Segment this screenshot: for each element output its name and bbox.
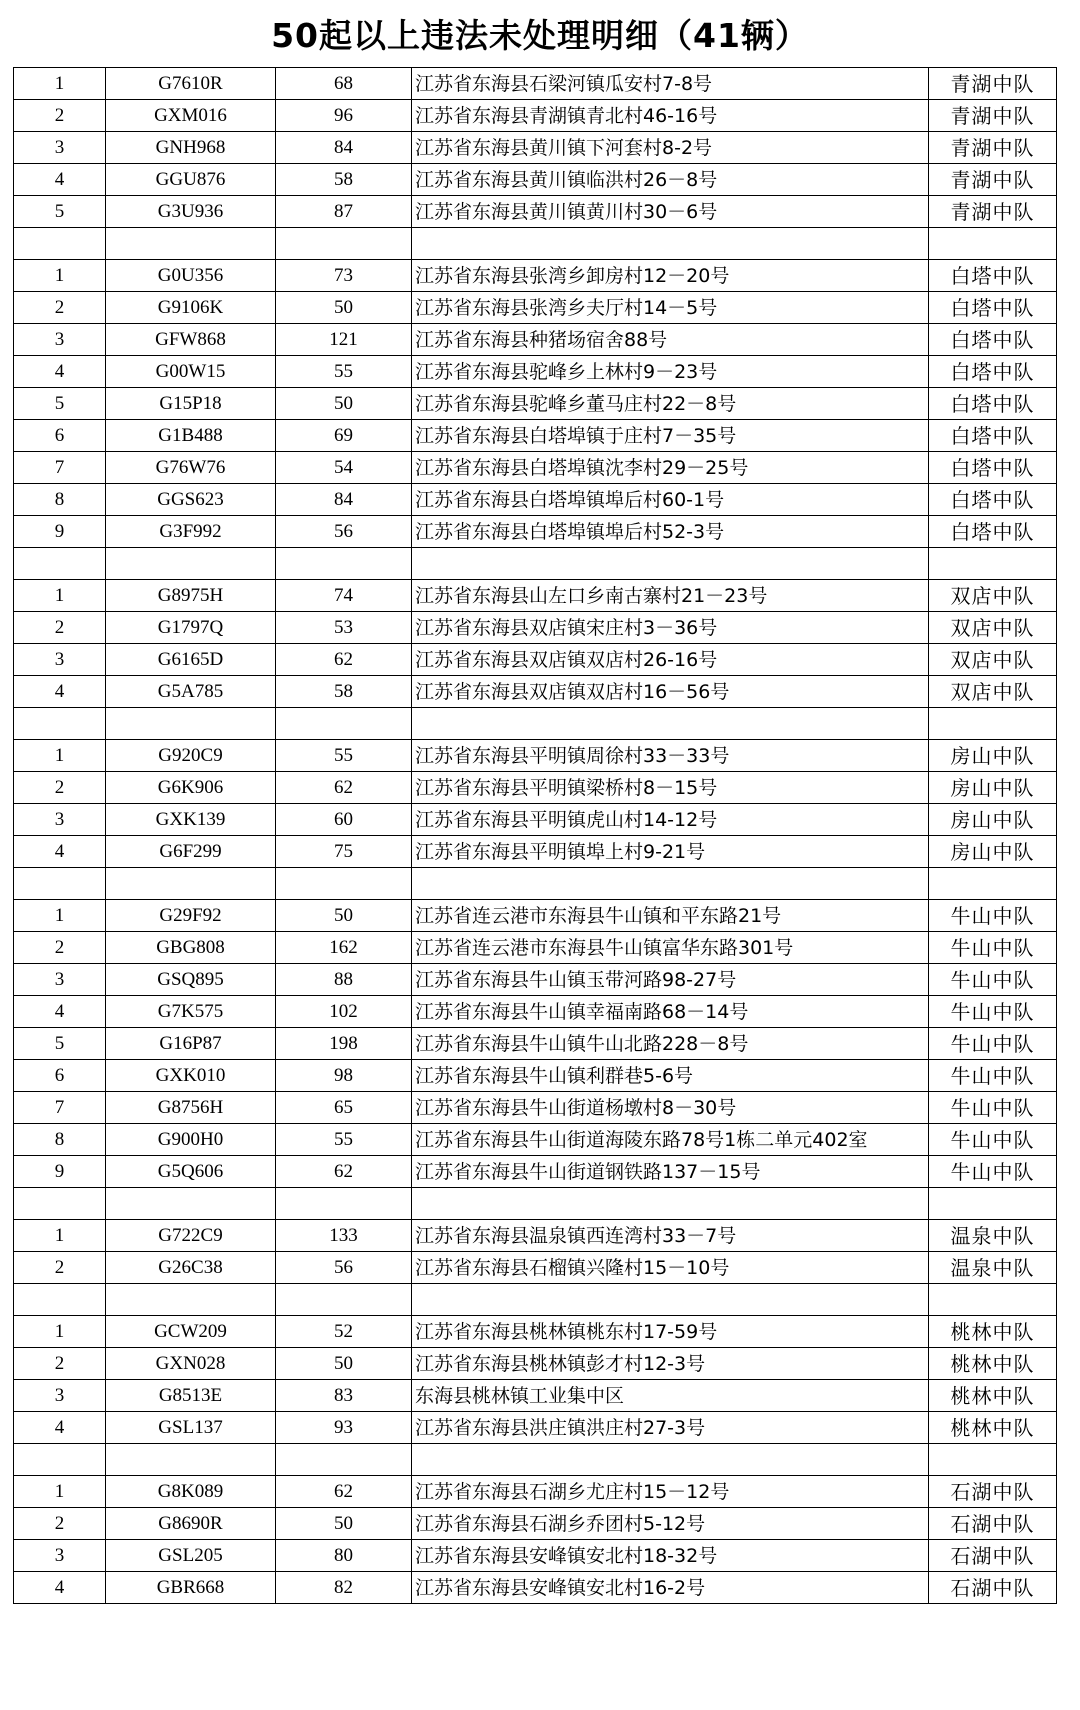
squad-name-cell: 桃林中队 [929, 1380, 1057, 1412]
table-row [14, 804, 1057, 836]
empty-cell [14, 868, 106, 900]
plate-number-cell: G00W15 [106, 356, 276, 388]
squad-name-cell: 青湖中队 [929, 132, 1057, 164]
owner-address-cell: 江苏省东海县张湾乡卸房村12－20号 [412, 260, 929, 292]
plate-number-cell: G5A785 [106, 676, 276, 708]
violation-count-cell: 82 [276, 1572, 412, 1604]
row-number-cell: 5 [14, 388, 106, 420]
squad-name-cell: 牛山中队 [929, 996, 1057, 1028]
owner-address-cell: 江苏省东海县平明镇虎山村14-12号 [412, 804, 929, 836]
violation-count-cell: 65 [276, 1092, 412, 1124]
row-number-cell: 1 [14, 1220, 106, 1252]
owner-address-cell: 江苏省东海县石湖乡尤庄村15－12号 [412, 1476, 929, 1508]
empty-cell [14, 1284, 106, 1316]
squad-name-cell: 青湖中队 [929, 164, 1057, 196]
violation-count-cell: 83 [276, 1380, 412, 1412]
plate-number-cell: G15P18 [106, 388, 276, 420]
table-row [14, 932, 1057, 964]
row-number-cell: 7 [14, 452, 106, 484]
violation-count-cell: 58 [276, 164, 412, 196]
row-number-cell: 3 [14, 132, 106, 164]
row-number-cell: 2 [14, 292, 106, 324]
plate-number-cell: GXM016 [106, 100, 276, 132]
group-separator-row [14, 868, 1057, 900]
group-separator-row [14, 1188, 1057, 1220]
squad-name-cell: 牛山中队 [929, 1060, 1057, 1092]
table-row [14, 1540, 1057, 1572]
row-number-cell: 1 [14, 68, 106, 100]
plate-number-cell: G76W76 [106, 452, 276, 484]
squad-name-cell: 牛山中队 [929, 900, 1057, 932]
violation-count-cell: 84 [276, 132, 412, 164]
squad-name-cell: 石湖中队 [929, 1508, 1057, 1540]
squad-name-cell: 房山中队 [929, 836, 1057, 868]
plate-number-cell: G7610R [106, 68, 276, 100]
squad-name-cell: 温泉中队 [929, 1220, 1057, 1252]
violation-count-cell: 60 [276, 804, 412, 836]
table-row [14, 484, 1057, 516]
row-number-cell: 1 [14, 900, 106, 932]
plate-number-cell: G5Q606 [106, 1156, 276, 1188]
owner-address-cell: 江苏省东海县张湾乡夫厅村14－5号 [412, 292, 929, 324]
group-separator-row [14, 548, 1057, 580]
empty-cell [276, 1444, 412, 1476]
row-number-cell: 8 [14, 484, 106, 516]
squad-name-cell: 白塔中队 [929, 516, 1057, 548]
row-number-cell: 5 [14, 1028, 106, 1060]
table-row [14, 356, 1057, 388]
empty-cell [14, 548, 106, 580]
empty-cell [14, 1188, 106, 1220]
empty-cell [106, 548, 276, 580]
table-row [14, 452, 1057, 484]
document-title: 50起以上违法未处理明细（41辆） [271, 16, 809, 55]
table-row [14, 388, 1057, 420]
owner-address-cell: 江苏省东海县牛山镇玉带河路98-27号 [412, 964, 929, 996]
row-number-cell: 1 [14, 1476, 106, 1508]
empty-cell [929, 1444, 1057, 1476]
empty-cell [106, 1284, 276, 1316]
owner-address-cell: 江苏省东海县青湖镇青北村46-16号 [412, 100, 929, 132]
violation-count-cell: 198 [276, 1028, 412, 1060]
group-separator-row [14, 1444, 1057, 1476]
table-row [14, 68, 1057, 100]
plate-number-cell: G722C9 [106, 1220, 276, 1252]
violation-count-cell: 68 [276, 68, 412, 100]
row-number-cell: 4 [14, 356, 106, 388]
plate-number-cell: G6K906 [106, 772, 276, 804]
table-row [14, 164, 1057, 196]
table-row [14, 1476, 1057, 1508]
owner-address-cell: 江苏省东海县牛山街道杨墩村8－30号 [412, 1092, 929, 1124]
owner-address-cell: 江苏省东海县牛山镇牛山北路228－8号 [412, 1028, 929, 1060]
table-row [14, 676, 1057, 708]
row-number-cell: 3 [14, 1380, 106, 1412]
empty-cell [276, 1188, 412, 1220]
squad-name-cell: 双店中队 [929, 580, 1057, 612]
squad-name-cell: 青湖中队 [929, 196, 1057, 228]
table-row [14, 420, 1057, 452]
empty-cell [276, 868, 412, 900]
violation-count-cell: 62 [276, 1156, 412, 1188]
empty-cell [276, 708, 412, 740]
plate-number-cell: G6F299 [106, 836, 276, 868]
plate-number-cell: GXK010 [106, 1060, 276, 1092]
squad-name-cell: 双店中队 [929, 612, 1057, 644]
empty-cell [106, 708, 276, 740]
plate-number-cell: G8975H [106, 580, 276, 612]
row-number-cell: 4 [14, 1412, 106, 1444]
violation-count-cell: 50 [276, 388, 412, 420]
plate-number-cell: G3U936 [106, 196, 276, 228]
empty-cell [276, 1284, 412, 1316]
squad-name-cell: 白塔中队 [929, 484, 1057, 516]
squad-name-cell: 牛山中队 [929, 1092, 1057, 1124]
table-row [14, 1092, 1057, 1124]
row-number-cell: 2 [14, 1348, 106, 1380]
plate-number-cell: G900H0 [106, 1124, 276, 1156]
plate-number-cell: GCW209 [106, 1316, 276, 1348]
plate-number-cell: GXN028 [106, 1348, 276, 1380]
squad-name-cell: 石湖中队 [929, 1476, 1057, 1508]
squad-name-cell: 牛山中队 [929, 1028, 1057, 1060]
violation-count-cell: 54 [276, 452, 412, 484]
squad-name-cell: 双店中队 [929, 644, 1057, 676]
violation-count-cell: 73 [276, 260, 412, 292]
squad-name-cell: 白塔中队 [929, 324, 1057, 356]
table-row [14, 900, 1057, 932]
table-row [14, 196, 1057, 228]
table-row [14, 1124, 1057, 1156]
owner-address-cell: 江苏省东海县双店镇双店村26-16号 [412, 644, 929, 676]
table-row [14, 1348, 1057, 1380]
table-row [14, 1060, 1057, 1092]
violation-count-cell: 93 [276, 1412, 412, 1444]
table-row [14, 1028, 1057, 1060]
plate-number-cell: GSQ895 [106, 964, 276, 996]
violation-count-cell: 50 [276, 1508, 412, 1540]
plate-number-cell: GBG808 [106, 932, 276, 964]
violation-count-cell: 88 [276, 964, 412, 996]
plate-number-cell: G3F992 [106, 516, 276, 548]
plate-number-cell: G29F92 [106, 900, 276, 932]
squad-name-cell: 房山中队 [929, 740, 1057, 772]
squad-name-cell: 牛山中队 [929, 1156, 1057, 1188]
row-number-cell: 6 [14, 420, 106, 452]
table-row [14, 836, 1057, 868]
violation-count-cell: 74 [276, 580, 412, 612]
row-number-cell: 9 [14, 1156, 106, 1188]
row-number-cell: 9 [14, 516, 106, 548]
owner-address-cell: 江苏省东海县牛山街道海陵东路78号1栋二单元402室 [412, 1124, 929, 1156]
empty-cell [412, 548, 929, 580]
owner-address-cell: 江苏省东海县洪庄镇洪庄村27-3号 [412, 1412, 929, 1444]
plate-number-cell: G0U356 [106, 260, 276, 292]
row-number-cell: 1 [14, 740, 106, 772]
row-number-cell: 3 [14, 644, 106, 676]
violation-count-cell: 55 [276, 1124, 412, 1156]
table-row [14, 1412, 1057, 1444]
owner-address-cell: 江苏省东海县山左口乡南古寨村21－23号 [412, 580, 929, 612]
plate-number-cell: GSL205 [106, 1540, 276, 1572]
violation-count-cell: 53 [276, 612, 412, 644]
violation-table-body [14, 68, 1057, 1604]
table-row [14, 964, 1057, 996]
row-number-cell: 2 [14, 1508, 106, 1540]
plate-number-cell: G26C38 [106, 1252, 276, 1284]
plate-number-cell: G8513E [106, 1380, 276, 1412]
squad-name-cell: 石湖中队 [929, 1572, 1057, 1604]
table-row [14, 740, 1057, 772]
empty-cell [412, 1444, 929, 1476]
violation-count-cell: 50 [276, 1348, 412, 1380]
empty-cell [106, 1444, 276, 1476]
empty-cell [412, 228, 929, 260]
owner-address-cell: 江苏省东海县安峰镇安北村16-2号 [412, 1572, 929, 1604]
empty-cell [276, 228, 412, 260]
empty-cell [929, 548, 1057, 580]
plate-number-cell: GGS623 [106, 484, 276, 516]
row-number-cell: 7 [14, 1092, 106, 1124]
violation-table [13, 67, 1057, 1604]
violation-count-cell: 58 [276, 676, 412, 708]
squad-name-cell: 温泉中队 [929, 1252, 1057, 1284]
row-number-cell: 4 [14, 836, 106, 868]
violation-count-cell: 55 [276, 356, 412, 388]
violation-count-cell: 80 [276, 1540, 412, 1572]
plate-number-cell: G920C9 [106, 740, 276, 772]
squad-name-cell: 双店中队 [929, 676, 1057, 708]
row-number-cell: 4 [14, 1572, 106, 1604]
squad-name-cell: 牛山中队 [929, 1124, 1057, 1156]
squad-name-cell: 白塔中队 [929, 388, 1057, 420]
table-row [14, 260, 1057, 292]
table-row [14, 100, 1057, 132]
group-separator-row [14, 708, 1057, 740]
table-row [14, 612, 1057, 644]
row-number-cell: 3 [14, 1540, 106, 1572]
table-row [14, 1572, 1057, 1604]
owner-address-cell: 江苏省东海县驼峰乡董马庄村22－8号 [412, 388, 929, 420]
table-row [14, 644, 1057, 676]
plate-number-cell: G16P87 [106, 1028, 276, 1060]
violation-count-cell: 56 [276, 1252, 412, 1284]
violation-count-cell: 98 [276, 1060, 412, 1092]
violation-count-cell: 84 [276, 484, 412, 516]
squad-name-cell: 青湖中队 [929, 100, 1057, 132]
owner-address-cell: 江苏省东海县温泉镇西连湾村33－7号 [412, 1220, 929, 1252]
plate-number-cell: G8K089 [106, 1476, 276, 1508]
plate-number-cell: GFW868 [106, 324, 276, 356]
row-number-cell: 3 [14, 964, 106, 996]
empty-cell [106, 868, 276, 900]
table-row [14, 772, 1057, 804]
row-number-cell: 4 [14, 676, 106, 708]
row-number-cell: 1 [14, 580, 106, 612]
row-number-cell: 5 [14, 196, 106, 228]
table-row [14, 516, 1057, 548]
row-number-cell: 2 [14, 100, 106, 132]
squad-name-cell: 青湖中队 [929, 68, 1057, 100]
violation-count-cell: 133 [276, 1220, 412, 1252]
plate-number-cell: GBR668 [106, 1572, 276, 1604]
owner-address-cell: 江苏省东海县驼峰乡上林村9－23号 [412, 356, 929, 388]
table-row [14, 1508, 1057, 1540]
plate-number-cell: G9106K [106, 292, 276, 324]
row-number-cell: 8 [14, 1124, 106, 1156]
squad-name-cell: 白塔中队 [929, 356, 1057, 388]
row-number-cell: 6 [14, 1060, 106, 1092]
plate-number-cell: G1B488 [106, 420, 276, 452]
empty-cell [412, 708, 929, 740]
owner-address-cell: 江苏省东海县双店镇宋庄村3－36号 [412, 612, 929, 644]
squad-name-cell: 白塔中队 [929, 292, 1057, 324]
empty-cell [106, 228, 276, 260]
owner-address-cell: 江苏省东海县白塔埠镇于庄村7－35号 [412, 420, 929, 452]
row-number-cell: 3 [14, 324, 106, 356]
owner-address-cell: 江苏省东海县黄川镇下河套村8-2号 [412, 132, 929, 164]
squad-name-cell: 白塔中队 [929, 420, 1057, 452]
plate-number-cell: G8690R [106, 1508, 276, 1540]
empty-cell [106, 1188, 276, 1220]
violation-count-cell: 62 [276, 772, 412, 804]
row-number-cell: 2 [14, 932, 106, 964]
owner-address-cell: 江苏省东海县种猪场宿舍88号 [412, 324, 929, 356]
violation-count-cell: 56 [276, 516, 412, 548]
row-number-cell: 1 [14, 260, 106, 292]
squad-name-cell: 桃林中队 [929, 1412, 1057, 1444]
owner-address-cell: 江苏省东海县石榴镇兴隆村15－10号 [412, 1252, 929, 1284]
owner-address-cell: 江苏省东海县石梁河镇瓜安村7-8号 [412, 68, 929, 100]
table-row [14, 132, 1057, 164]
owner-address-cell: 江苏省东海县桃林镇彭才村12-3号 [412, 1348, 929, 1380]
group-separator-row [14, 1284, 1057, 1316]
table-row [14, 1380, 1057, 1412]
squad-name-cell: 石湖中队 [929, 1540, 1057, 1572]
owner-address-cell: 江苏省连云港市东海县牛山镇富华东路301号 [412, 932, 929, 964]
row-number-cell: 2 [14, 1252, 106, 1284]
owner-address-cell: 江苏省东海县安峰镇安北村18-32号 [412, 1540, 929, 1572]
table-row [14, 580, 1057, 612]
plate-number-cell: GXK139 [106, 804, 276, 836]
row-number-cell: 2 [14, 772, 106, 804]
empty-cell [412, 1188, 929, 1220]
squad-name-cell: 牛山中队 [929, 964, 1057, 996]
violation-count-cell: 87 [276, 196, 412, 228]
violation-count-cell: 50 [276, 292, 412, 324]
violation-count-cell: 75 [276, 836, 412, 868]
empty-cell [276, 548, 412, 580]
table-row [14, 324, 1057, 356]
owner-address-cell: 江苏省东海县石湖乡乔团村5-12号 [412, 1508, 929, 1540]
empty-cell [14, 1444, 106, 1476]
squad-name-cell: 白塔中队 [929, 452, 1057, 484]
table-row [14, 1156, 1057, 1188]
squad-name-cell: 房山中队 [929, 804, 1057, 836]
violation-count-cell: 162 [276, 932, 412, 964]
owner-address-cell: 江苏省东海县平明镇埠上村9-21号 [412, 836, 929, 868]
row-number-cell: 4 [14, 996, 106, 1028]
owner-address-cell: 江苏省东海县牛山镇利群巷5-6号 [412, 1060, 929, 1092]
empty-cell [929, 708, 1057, 740]
violation-count-cell: 50 [276, 900, 412, 932]
plate-number-cell: GSL137 [106, 1412, 276, 1444]
violation-count-cell: 102 [276, 996, 412, 1028]
table-row [14, 1316, 1057, 1348]
plate-number-cell: G1797Q [106, 612, 276, 644]
empty-cell [929, 1284, 1057, 1316]
squad-name-cell: 桃林中队 [929, 1348, 1057, 1380]
empty-cell [412, 868, 929, 900]
owner-address-cell: 江苏省东海县牛山街道钢铁路137－15号 [412, 1156, 929, 1188]
empty-cell [14, 228, 106, 260]
empty-cell [929, 1188, 1057, 1220]
empty-cell [14, 708, 106, 740]
table-row [14, 1252, 1057, 1284]
plate-number-cell: G8756H [106, 1092, 276, 1124]
plate-number-cell: GGU876 [106, 164, 276, 196]
violation-count-cell: 62 [276, 644, 412, 676]
owner-address-cell: 江苏省东海县平明镇梁桥村8－15号 [412, 772, 929, 804]
table-row [14, 996, 1057, 1028]
owner-address-cell: 江苏省连云港市东海县牛山镇和平东路21号 [412, 900, 929, 932]
owner-address-cell: 江苏省东海县平明镇周徐村33－33号 [412, 740, 929, 772]
violation-count-cell: 52 [276, 1316, 412, 1348]
owner-address-cell: 江苏省东海县桃林镇桃东村17-59号 [412, 1316, 929, 1348]
empty-cell [929, 228, 1057, 260]
violation-count-cell: 96 [276, 100, 412, 132]
violation-count-cell: 55 [276, 740, 412, 772]
squad-name-cell: 房山中队 [929, 772, 1057, 804]
row-number-cell: 4 [14, 164, 106, 196]
squad-name-cell: 白塔中队 [929, 260, 1057, 292]
group-separator-row [14, 228, 1057, 260]
plate-number-cell: G7K575 [106, 996, 276, 1028]
owner-address-cell: 江苏省东海县双店镇双店村16－56号 [412, 676, 929, 708]
row-number-cell: 3 [14, 804, 106, 836]
owner-address-cell: 江苏省东海县白塔埠镇埠后村60-1号 [412, 484, 929, 516]
violation-count-cell: 69 [276, 420, 412, 452]
plate-number-cell: GNH968 [106, 132, 276, 164]
plate-number-cell: G6165D [106, 644, 276, 676]
owner-address-cell: 江苏省东海县牛山镇幸福南路68－14号 [412, 996, 929, 1028]
violation-count-cell: 121 [276, 324, 412, 356]
violation-count-cell: 62 [276, 1476, 412, 1508]
table-row [14, 292, 1057, 324]
squad-name-cell: 桃林中队 [929, 1316, 1057, 1348]
squad-name-cell: 牛山中队 [929, 932, 1057, 964]
empty-cell [412, 1284, 929, 1316]
row-number-cell: 1 [14, 1316, 106, 1348]
owner-address-cell: 江苏省东海县黄川镇黄川村30－6号 [412, 196, 929, 228]
owner-address-cell: 江苏省东海县黄川镇临洪村26－8号 [412, 164, 929, 196]
owner-address-cell: 江苏省东海县白塔埠镇埠后村52-3号 [412, 516, 929, 548]
empty-cell [929, 868, 1057, 900]
row-number-cell: 2 [14, 612, 106, 644]
table-row [14, 1220, 1057, 1252]
owner-address-cell: 江苏省东海县白塔埠镇沈李村29－25号 [412, 452, 929, 484]
owner-address-cell: 东海县桃林镇工业集中区 [412, 1380, 929, 1412]
